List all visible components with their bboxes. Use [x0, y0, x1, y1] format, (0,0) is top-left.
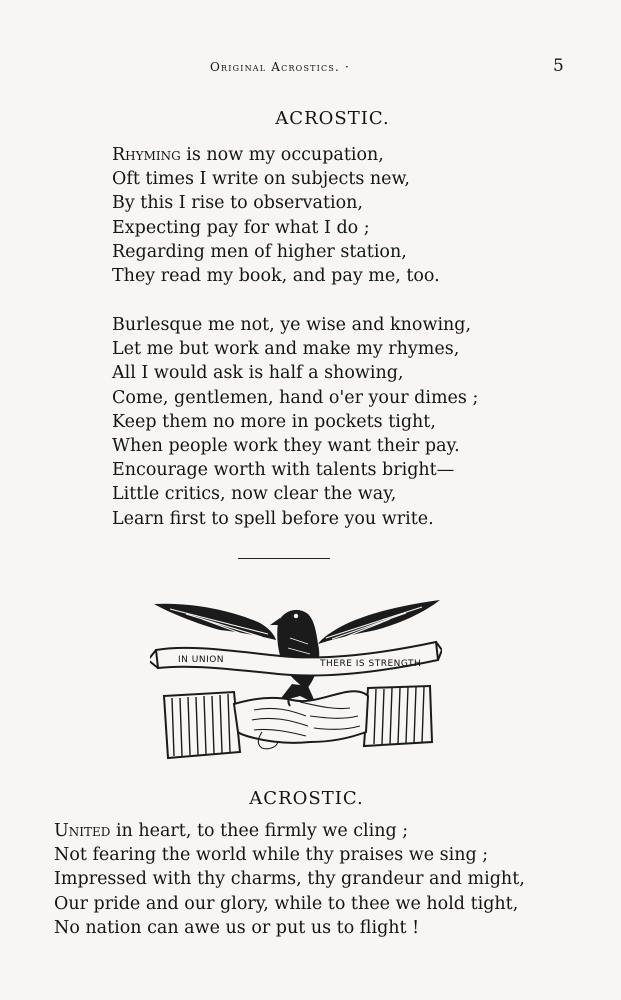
verse-line: No nation can awe us or put us to flight !	[54, 917, 420, 938]
verse-line: When people work they want their pay.	[112, 436, 460, 457]
verse-line: United in heart, to thee firmly we cling ;	[54, 821, 409, 841]
poem-1-stanza-1	[112, 143, 440, 288]
verse-line: Rhyming is now my occupation,	[112, 145, 384, 165]
page-number: 5	[553, 56, 564, 76]
page-header	[0, 56, 621, 82]
verse-line: Learn first to spell before you write.	[112, 508, 434, 529]
verse-line: By this I rise to observation,	[112, 193, 363, 214]
poem-2-stanza	[54, 819, 525, 940]
banner-text-left: IN UNION	[178, 655, 225, 665]
banner-text-right: THERE IS STRENGTH	[320, 659, 422, 669]
verse-line: Impressed with thy charms, thy grandeur and might,	[54, 869, 525, 890]
verse-line: Little critics, now clear the way,	[112, 484, 397, 505]
verse-line: Come, gentlemen, hand o'er your dimes ;	[112, 387, 479, 408]
verse-line: Expecting pay for what I do ;	[112, 217, 370, 238]
verse-line: Keep them no more in pockets tight,	[112, 411, 436, 432]
verse-line: Our pride and our glory, while to thee we hold tight,	[54, 893, 519, 914]
poem-1-stanza-2	[112, 313, 478, 531]
poem-1-title: ACROSTIC.	[275, 108, 390, 129]
verse-line: Burlesque me not, ye wise and knowing,	[112, 315, 472, 335]
poem-2-title: ACROSTIC.	[249, 788, 364, 809]
verse-line: Encourage worth with talents bright—	[112, 460, 455, 481]
verse-line: All I would ask is half a showing,	[112, 363, 404, 384]
running-head: Original Acrostics. ·	[210, 60, 351, 74]
verse-line: Let me but work and make my rhymes,	[112, 339, 460, 360]
verse-line: Not fearing the world while thy praises we sing ;	[54, 845, 489, 866]
verse-line: Regarding men of higher station,	[112, 241, 407, 262]
verse-line: They read my book, and pay me, too.	[112, 266, 440, 287]
eagle-icon	[150, 592, 442, 770]
eagle-handshake-emblem	[150, 592, 442, 770]
section-divider	[238, 558, 330, 559]
verse-line: Oft times I write on subjects new,	[112, 169, 410, 190]
